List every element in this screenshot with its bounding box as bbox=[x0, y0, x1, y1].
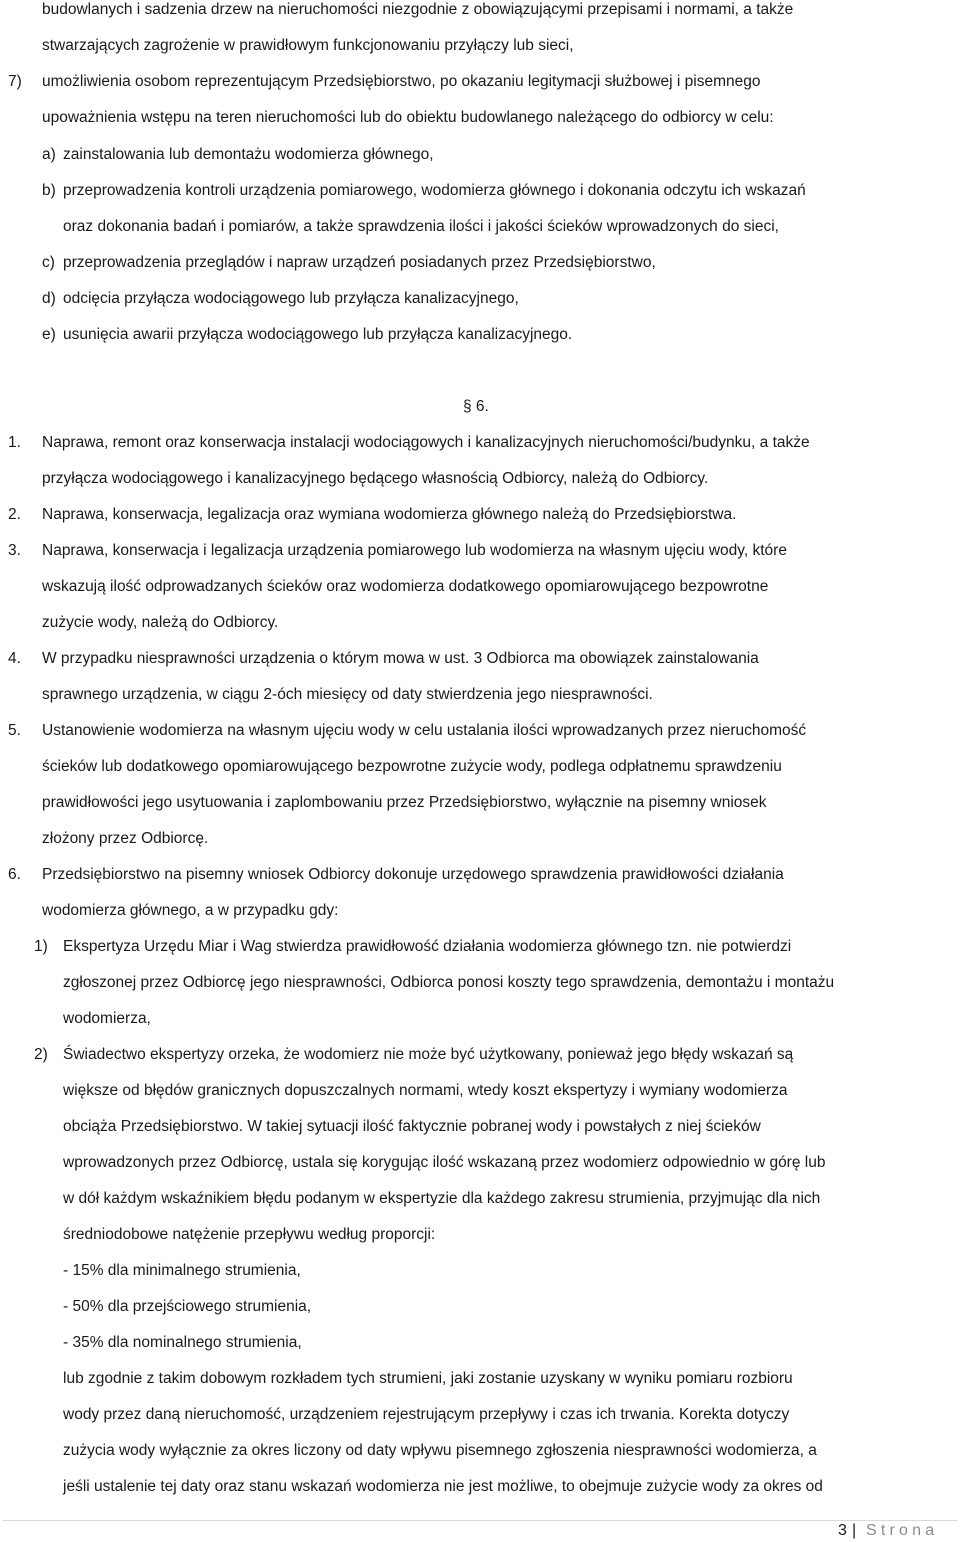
text-line: złożony przez Odbiorcę. bbox=[42, 830, 209, 847]
subitem-label: a) bbox=[42, 146, 56, 163]
text-line: prawidłowości jego usytuowania i zaplombowaniu przez Przedsiębiorstwo, wyłącznie na pisemny wniosek bbox=[42, 794, 767, 811]
subpoint-number: 2) bbox=[34, 1046, 48, 1063]
text-line: wodomierza głównego, a w przypadku gdy: bbox=[42, 902, 339, 919]
point-number: 5. bbox=[8, 722, 21, 739]
subitem-label: e) bbox=[42, 326, 56, 343]
text-line: większe od błędów granicznych dopuszczalnych normami, wtedy koszt ekspertyzy i wymiany wodomierza bbox=[63, 1082, 788, 1099]
text-line: stwarzających zagrożenie w prawidłowym funkcjonowaniu przyłączy lub sieci, bbox=[42, 37, 574, 54]
text-line: zgłoszonej przez Odbiorcę jego niesprawności, Odbiorca ponosi koszty tego sprawdzenia, demontażu i montażu bbox=[63, 974, 835, 991]
point-number: 6. bbox=[8, 866, 21, 883]
subitem-label: b) bbox=[42, 182, 56, 199]
text-line: przyłącza wodociągowego i kanalizacyjnego będącego własnością Odbiorcy, należą do Odbiorcy. bbox=[42, 470, 709, 487]
text-line: przeprowadzenia przeglądów i napraw urządzeń posiadanych przez Przedsiębiorstwo, bbox=[63, 254, 656, 271]
text-line: wodomierza, bbox=[63, 1010, 151, 1027]
text-line: oraz dokonania badań i pomiarów, a także sprawdzenia ilości i jakości ścieków wprowadzonych do sieci, bbox=[63, 218, 779, 235]
text-line: zużycia wody wyłącznie za okres liczony od daty wpływu pisemnego zgłoszenia niesprawności wodomierza, a bbox=[63, 1442, 817, 1459]
text-line: odcięcia przyłącza wodociągowego lub przyłącza kanalizacyjnego, bbox=[63, 290, 519, 307]
text-line: - 35% dla nominalnego strumienia, bbox=[63, 1334, 302, 1351]
footer-separator: | bbox=[852, 1522, 857, 1539]
text-line: Naprawa, konserwacja i legalizacja urządzenia pomiarowego lub wodomierza na własnym ujęciu wody, które bbox=[42, 542, 787, 559]
text-line: sprawnego urządzenia, w ciągu 2-óch miesięcy od daty stwierdzenia jego niesprawności. bbox=[42, 686, 653, 703]
text-line: upoważnienia wstępu na teren nieruchomości lub do obiektu budowlanego należącego do odbiorcy w celu: bbox=[42, 109, 774, 126]
text-line: wprowadzonych przez Odbiorcę, ustala się korygując ilość wskazaną przez wodomierz odpowiednio w górę lub bbox=[63, 1154, 826, 1171]
text-line: lub zgodnie z takim dobowym rozkładem tych strumieni, jaki zostanie uzyskany w wyniku pomiaru rozbioru bbox=[63, 1370, 793, 1387]
text-line: wody przez daną nieruchomość, urządzeniem rejestrującym przepływy i czas ich trwania. Korekta dotyczy bbox=[63, 1406, 790, 1423]
text-line: budowlanych i sadzenia drzew na nieruchomości niezgodnie z obowiązującymi przepisami i normami, a także bbox=[42, 1, 794, 18]
text-line: Świadectwo ekspertyzy orzeka, że wodomierz nie może być użytkowany, ponieważ jego błędy wskazań są bbox=[63, 1046, 794, 1063]
item-number: 7) bbox=[8, 73, 22, 90]
text-line: zużycie wody, należą do Odbiorcy. bbox=[42, 614, 279, 631]
point-number: 4. bbox=[8, 650, 21, 667]
point-number: 1. bbox=[8, 434, 21, 451]
text-line: Ekspertyza Urzędu Miar i Wag stwierdza prawidłowość działania wodomierza głównego tzn. nie potwierdzi bbox=[63, 938, 792, 955]
text-line: w dół każdym wskaźnikiem błędu podanym w ekspertyzie dla każdego zakresu strumienia, przyjmując dla nich bbox=[63, 1190, 821, 1207]
text-line: Przedsiębiorstwo na pisemny wniosek Odbiorcy dokonuje urzędowego sprawdzenia prawidłowości działania bbox=[42, 866, 784, 883]
text-line: obciąża Przedsiębiorstwo. W takiej sytuacji ilość faktycznie pobranej wody i powstałych z niej ścieków bbox=[63, 1118, 761, 1135]
footer-label: Strona bbox=[866, 1522, 939, 1539]
subpoint-number: 1) bbox=[34, 938, 48, 955]
section-heading: § 6. bbox=[463, 398, 489, 415]
text-line: W przypadku niesprawności urządzenia o którym mowa w ust. 3 Odbiorca ma obowiązek zainstalowania bbox=[42, 650, 759, 667]
text-line: Naprawa, remont oraz konserwacja instalacji wodociągowych i kanalizacyjnych nieruchomości/budynku, a także bbox=[42, 434, 810, 451]
subitem-label: d) bbox=[42, 290, 56, 307]
text-line: średniodobowe natężenie przepływu według proporcji: bbox=[63, 1226, 436, 1243]
text-line: - 50% dla przejściowego strumienia, bbox=[63, 1298, 312, 1315]
page-number: 3 bbox=[838, 1522, 847, 1539]
text-line: usunięcia awarii przyłącza wodociągowego lub przyłącza kanalizacyjnego. bbox=[63, 326, 573, 343]
text-line: umożliwienia osobom reprezentującym Przedsiębiorstwo, po okazaniu legitymacji służbowej i pisemnego bbox=[42, 73, 761, 90]
text-line: Naprawa, konserwacja, legalizacja oraz wymiana wodomierza głównego należą do Przedsiębiorstwa. bbox=[42, 506, 737, 523]
subitem-label: c) bbox=[42, 254, 55, 271]
text-line: przeprowadzenia kontroli urządzenia pomiarowego, wodomierza głównego i dokonania odczytu ich wskazań bbox=[63, 182, 806, 199]
point-number: 3. bbox=[8, 542, 21, 559]
text-line: jeśli ustalenie tej daty oraz stanu wskazań wodomierza nie jest możliwe, to obejmuje zużycie wody za okres od bbox=[63, 1478, 823, 1495]
text-line: - 15% dla minimalnego strumienia, bbox=[63, 1262, 301, 1279]
text-line: wskazują ilość odprowadzanych ścieków oraz wodomierza dodatkowego opomiarowującego bezpowrotne bbox=[42, 578, 769, 595]
text-line: ścieków lub dodatkowego opomiarowującego bezpowrotne zużycie wody, podlega odpłatnemu sprawdzeniu bbox=[42, 758, 782, 775]
footer-rule bbox=[3, 1520, 957, 1521]
point-number: 2. bbox=[8, 506, 21, 523]
text-line: zainstalowania lub demontażu wodomierza głównego, bbox=[63, 146, 434, 163]
text-line: Ustanowienie wodomierza na własnym ujęciu wody w celu ustalania ilości wprowadzanych przez nieruchomość bbox=[42, 722, 807, 739]
